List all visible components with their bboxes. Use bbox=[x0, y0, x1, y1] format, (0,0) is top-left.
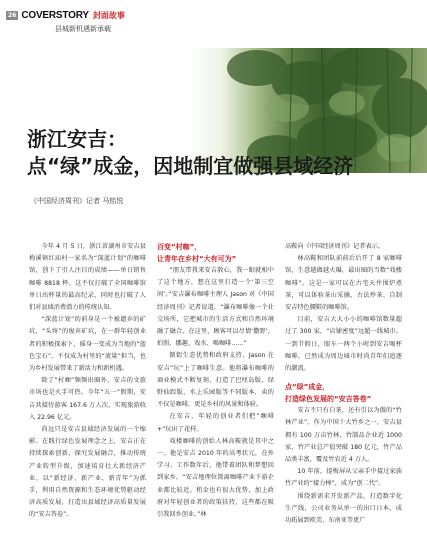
article-title-line1: 浙江安吉： bbox=[27, 127, 127, 151]
column-2 bbox=[157, 241, 274, 521]
paragraph: 在安吉，年轻的创业者们把“咖啡 +”玩出了花样。 bbox=[157, 413, 274, 433]
page-number: 26 bbox=[8, 11, 17, 19]
section-heading: 百变“村咖”， bbox=[157, 243, 202, 251]
paragraph: 10 年前，提梅屏从父亲手中接过家族竹产业的“接力棒”，成为“创二代”。 bbox=[285, 468, 402, 488]
paragraph: “朋友带我来安吉散心，我一眼就相中了这个地方，想在这里打造一个‘第三空间’。”安吉瀑布咖啡主理人 Jason 对《中国经济周刊》记者说道，“瀑布咖啡像一个社交场所，它把城市的生活方式和自然环境融了融合，在这里，顾客可以尽情‘撒野’，拍照、挪趣、戏水、喝咖啡……” bbox=[157, 267, 274, 348]
column-3 bbox=[285, 241, 402, 527]
paragraph: 戏楼咖啡的创始人林高鞍就是其中之一。他是安吉 2010 年的高考状元，在外学习、工作数年后，他带着团队和梦想回到家乡。“安吉地理位置离咖啡产业下游企业都比较近。租金也有很大优势，加上政府对年轻创业者的政策扶持，这些都在吸引我回乡创业。”林 bbox=[157, 437, 274, 519]
section-heading: 点“绿”成金， bbox=[285, 383, 330, 392]
sub-rubric: 县城新机遇新承载 bbox=[55, 25, 111, 33]
paragraph: 高鞍向《中国经济周刊》记者表示。 bbox=[285, 243, 384, 250]
section-heading: 打造绿色发展的“安吉答卷” bbox=[285, 395, 372, 404]
column-1 bbox=[29, 241, 146, 522]
section-heading: 让青年在乡村“大有可为” bbox=[157, 255, 237, 263]
paragraph: 今年 4 月 5 日，浙江省湖州市安吉县梅溪镇红庙村一家名为“深蓝计划”的咖啡馆，创下了引人注目的成绩——单日销售咖啡 8818 杯。这不仅打破了全国咖啡馆单日出杯量的最高纪录，同时也打破了人们对县域消费潜力的传统认知。 bbox=[29, 243, 146, 312]
paragraph: “深蓝计划”的前身是一个被遗弃的矿坑，“头疼”的废弃矿坑，在一群年轻创业者的积极探索下，摇身一变成为当地的“蓝色宝石”。不仅成为村里的“流量”担当，也为乡村发展带来了新活力和新机遇。 bbox=[29, 316, 146, 373]
paragraph: 尚远只是安吉县域经济发展的一个缩影。在践行绿色发展理念之上，安吉正在持续探索创新，探究发展融合，推动传统产业转型升级，加速培育壮大新经济产业，以“新经济、新产业、新青年”为抓手，利用自然资源和生态环境优势驱动经济高质发展，打造出县域经济高质量发展的“安吉答卷”。 bbox=[29, 426, 146, 519]
rubric-chinese: 封面故事 bbox=[92, 10, 125, 20]
paragraph: 除了“村咖”频频出圈外，安吉的文旅市场也是火手可热。今年“五一”假期，安吉共接待游客 167.6 万人次，实现旅游收入 22.96 亿元。 bbox=[29, 377, 146, 421]
paragraph: 林高鞍和团队前前后后开了 8 家咖啡馆，生意越做越火爆，最出圈的当数“戏楼咖啡”。这是一家可以在古宅天井围炉煮茶，可以体验茶山采摘、古法炒茶、自制安吉特色腰鞋的咖啡馆。 bbox=[285, 255, 402, 312]
paragraph: 倒街生态优势和政府支持，Jason 在安吉“玩”上了咖啡生意。他将瀑布咖啡的商业模式不断复刻，打造了巴厘岛版、绿野仙踪版、水上乐园版等不同版本，卖的不仅是咖啡，更是乡村的风景和体验。 bbox=[157, 352, 274, 409]
rubric-english: COVERSTORY bbox=[21, 9, 89, 21]
paragraph: 目前，安吉大大小小的咖啡馆数量超过了 300 家，“店铺密度”远超一线城市。一到节假日，眼车一两个小时到安吉喝杯咖啡，已然成为周边城市时尚青年们追逐的潮流。 bbox=[285, 316, 402, 373]
paragraph: 围绕新需求开发新产品，打造数字化生产线，公司业务从单一的出口日本，成功拓展到欧美、东南亚等更广 bbox=[285, 492, 402, 525]
page-header bbox=[6, 6, 125, 24]
paragraph: 安吉不只有白茶，还有引以为傲的“竹林产业”。作为中国十大竹乡之一，安吉县拥有 100 万亩竹林，竹制品企业近 1000 家，竹产业总产值突破 180 亿元，竹产品品类丰富，覆及竹农近 4 万人。 bbox=[285, 407, 402, 464]
article-title-line2: 点“绿”成金，因地制宜做强县域经济 bbox=[27, 154, 354, 178]
byline: 《中国经济周刊》记者 马铭悦 bbox=[30, 197, 124, 205]
